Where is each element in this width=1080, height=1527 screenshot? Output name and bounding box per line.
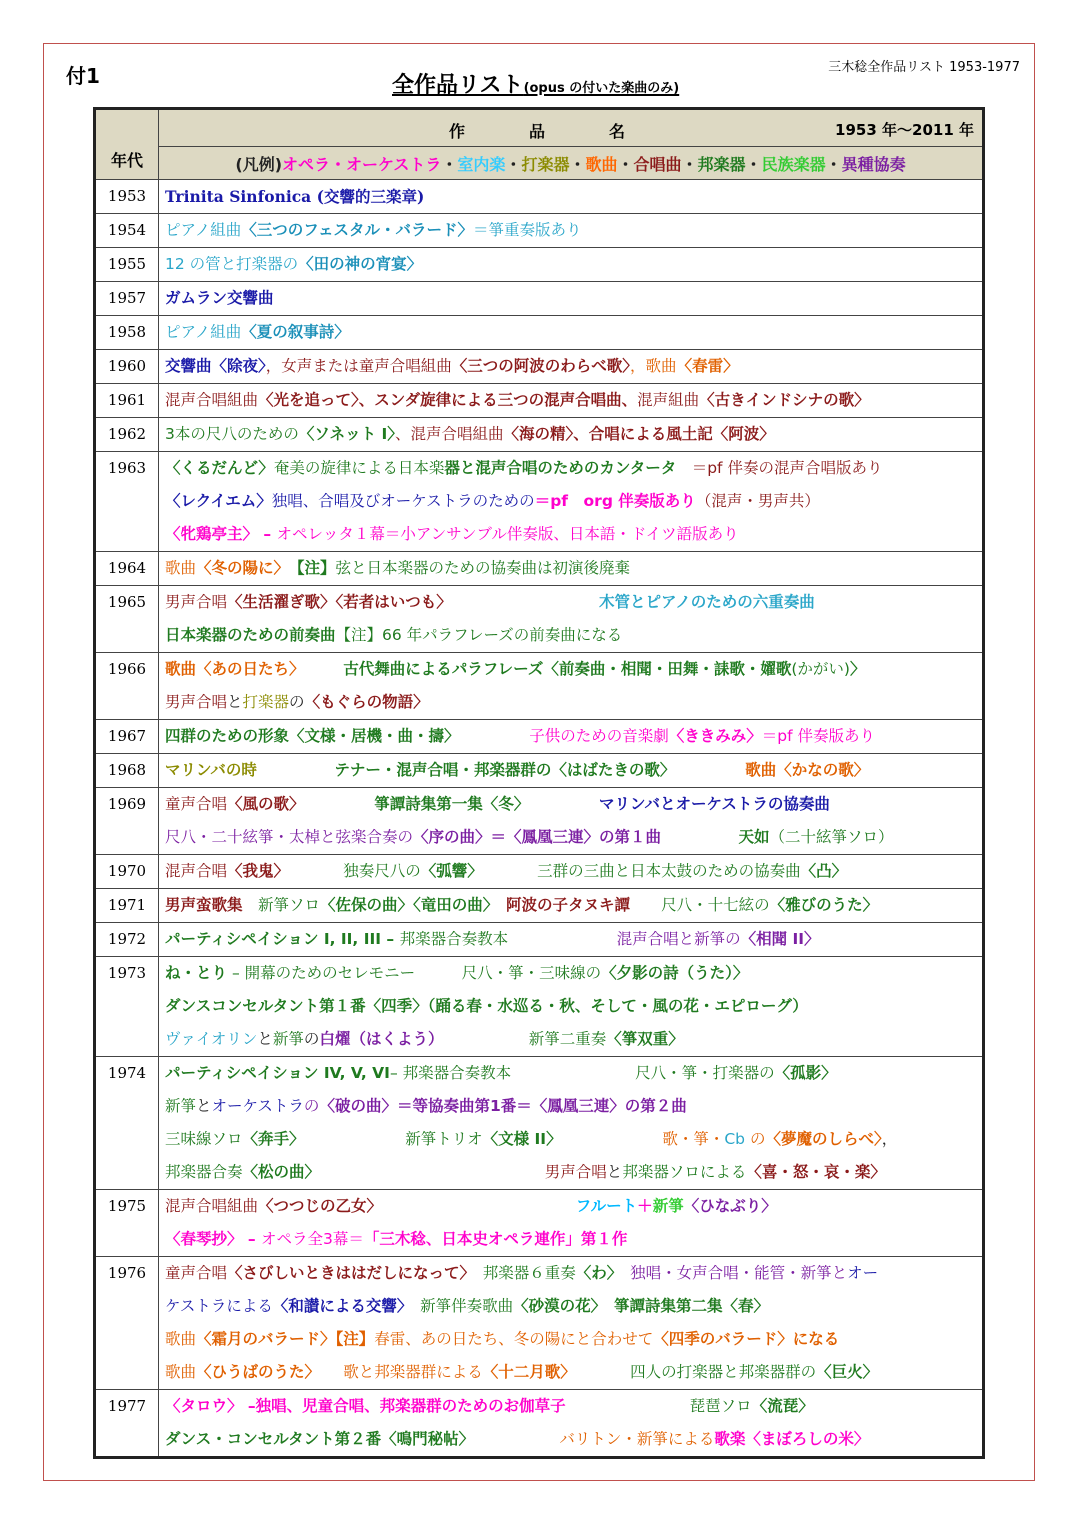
works-rows	[95, 180, 984, 1458]
work-text: 琵琶ソロ	[565, 1397, 752, 1415]
work-text: 古代舞曲によるパラフレーズ〈前奏曲・相聞・田舞・誄歌・嬥歌	[296, 660, 792, 678]
work-text: 〈夕影の詩（うた）〉	[601, 964, 749, 982]
work-text: 混声合唱	[165, 862, 228, 880]
work-text: 春雷、あの日たち、冬の陽にと合わせて	[374, 1330, 654, 1348]
year-cell: 1966	[95, 653, 159, 720]
year-cell: 1972	[95, 923, 159, 957]
work-text: 〈凸〉	[800, 862, 848, 880]
work-text: 〈序の曲〉＝〈鳳凰三連〉の第１曲	[413, 828, 662, 846]
work-text: 〈つつじの乙女〉	[258, 1197, 375, 1215]
works-cell	[159, 384, 984, 418]
work-text: 男声合唱	[312, 1163, 607, 1181]
work-text: 木管とピアノのための六重奏曲	[444, 593, 815, 611]
legend-item: ・	[681, 154, 698, 174]
works-cell	[159, 586, 984, 653]
work-line	[165, 1323, 976, 1356]
work-text: オーケストラ	[211, 1097, 304, 1115]
work-text: Cb	[724, 1130, 746, 1148]
work-text: 男声合唱	[165, 693, 228, 711]
appendix-label: 付1	[66, 64, 100, 88]
work-text: 歌曲〈かなの歌〉	[667, 761, 870, 779]
work-text: 独奏尺八の	[281, 862, 421, 880]
work-text: 新箏	[652, 1197, 684, 1215]
work-text: ケストラによる	[165, 1297, 273, 1315]
work-text: ガムラン交響曲	[165, 289, 274, 307]
works-cell	[159, 1190, 984, 1257]
table-row	[95, 282, 984, 316]
work-text: 〈和讃による交響〉	[272, 1297, 405, 1315]
work-text: パーティシペイション I, II, III –	[165, 930, 400, 948]
table-row	[95, 653, 984, 720]
work-text: – 開幕のためのセレモニー 尺八・箏・三味線の	[227, 964, 602, 982]
work-text: バリトン・新箏による	[466, 1430, 715, 1448]
table-row	[95, 1390, 984, 1458]
work-line	[165, 855, 976, 888]
work-line	[165, 384, 976, 417]
work-text: 〈砂漠の花〉	[513, 1297, 599, 1315]
work-text: 〈鳴門秘帖〉	[381, 1430, 467, 1448]
title-main: 全作品リスト	[392, 73, 524, 98]
table-row	[95, 788, 984, 855]
work-text: 〈春琴抄〉 –	[165, 1230, 262, 1248]
works-table	[93, 107, 985, 1459]
work-text: 〈くるだんど〉	[165, 459, 274, 477]
table-row	[95, 923, 984, 957]
work-text: ，	[881, 1130, 898, 1148]
work-text: 新箏	[272, 1030, 304, 1048]
work-text: 四群のための形象〈文様・居機・曲・擣〉	[165, 727, 452, 745]
year-header: 年代	[95, 109, 159, 180]
work-text: 歌と邦楽器群による	[312, 1363, 483, 1381]
work-text: 新箏	[165, 1097, 197, 1115]
work-text: テナー・混声合唱・邦楽器群の〈はばたきの歌〉	[256, 761, 668, 779]
work-text: 奄美の旋律による日本楽	[273, 459, 445, 477]
work-text: ヴァイオリン	[165, 1030, 258, 1048]
work-text: 〈牝鶏亭主〉 –	[165, 525, 277, 543]
work-line	[165, 1023, 976, 1056]
work-text: ダンス・コンセルタント第２番	[165, 1430, 382, 1448]
legend-item: (凡例)	[235, 154, 283, 174]
work-text: と	[257, 1030, 273, 1048]
work-text: 〈ひなぶり〉	[683, 1197, 777, 1215]
work-text: 〈破の曲〉＝等協奏曲第1番＝〈鳳凰三連〉の第２曲	[319, 1097, 687, 1115]
work-text: ダンスコンセルタント第１番〈四季〉（踊る春・水巡る・秋、そして・風の花・エピローグ）	[165, 997, 808, 1015]
work-line	[165, 316, 976, 349]
works-cell	[159, 418, 984, 452]
works-cell	[159, 957, 984, 1057]
work-text: の	[303, 1097, 320, 1115]
year-cell: 1976	[95, 1257, 159, 1390]
work-text: マリンバの時	[165, 761, 257, 779]
year-cell: 1969	[95, 788, 159, 855]
work-text: ピアノ組曲	[165, 221, 242, 239]
work-line	[165, 180, 976, 213]
work-text: 弦と日本楽器のための協奏曲は初演後廃棄	[335, 559, 631, 577]
work-text: と	[227, 693, 243, 711]
work-text: オー	[847, 1264, 879, 1282]
work-text: 【注】	[281, 559, 336, 577]
work-text: 、混声合唱組曲	[394, 425, 504, 443]
work-text: 〈霜月のバラード〉【注】	[196, 1330, 375, 1348]
work-text: 歌曲	[165, 1330, 197, 1348]
work-text: ＝pf org 伴奏版あり	[534, 492, 696, 510]
work-text: オペレッタ１幕＝小アンサンブル伴奏版、日本語・ドイツ語版あり	[276, 525, 739, 543]
works-cell	[159, 889, 984, 923]
legend-item: 邦楽器	[697, 154, 746, 174]
works-cell	[159, 754, 984, 788]
work-text: 器と混声合唱のためのカンタータ	[444, 459, 677, 477]
work-text: 混声合唱組曲	[165, 1197, 259, 1215]
works-cell	[159, 1390, 984, 1458]
work-text: 尺八・二十絃箏・太棹と弦楽合奏の	[165, 828, 414, 846]
work-text: 童声合唱	[165, 795, 228, 813]
work-line	[165, 1257, 976, 1290]
table-row	[95, 248, 984, 282]
work-text: 阿波の子タヌキ譚	[490, 896, 631, 914]
work-text: 〉	[849, 660, 866, 678]
work-text: 3本の尺八のための	[165, 425, 299, 443]
work-text: 〈奔手〉	[242, 1130, 297, 1148]
work-line	[165, 957, 976, 990]
work-text: 【注】66 年パラフレーズの前奏曲になる	[335, 626, 623, 644]
work-line	[165, 1090, 976, 1123]
work-text: 〈巨火〉	[816, 1363, 879, 1381]
work-text: 邦楽器合奏教本	[399, 930, 509, 948]
work-text: 子供のための音楽劇	[451, 727, 669, 745]
work-text: 〈生活濯ぎ歌〉〈若者はいつも〉	[227, 593, 445, 611]
work-text: – 邦楽器合奏教本	[389, 1064, 512, 1082]
year-cell: 1963	[95, 452, 159, 552]
work-line	[165, 1123, 976, 1156]
work-line	[165, 619, 976, 652]
work-text: 〈レクイエム〉	[165, 492, 272, 510]
work-line	[165, 788, 976, 821]
work-text: ，女声または童声合唱組曲	[265, 357, 452, 375]
works-header-label: 作 品 名	[449, 122, 650, 141]
works-cell	[159, 855, 984, 889]
work-text: 〈三つの阿波のわらべ歌〉	[451, 357, 631, 375]
work-text: 新箏トリオ	[296, 1130, 483, 1148]
works-cell	[159, 350, 984, 384]
work-text: の	[303, 1030, 320, 1048]
work-line	[165, 1356, 976, 1389]
work-text: 歌楽〈まぼろしの米〉	[714, 1430, 870, 1448]
work-text: 三味線ソロ	[165, 1130, 243, 1148]
year-cell: 1973	[95, 957, 159, 1057]
table-row	[95, 214, 984, 248]
legend-item: 異種協奏	[841, 154, 906, 174]
work-text: 交響曲〈除夜〉	[165, 357, 266, 375]
work-text: ＝pf 伴奏版あり	[761, 727, 876, 745]
work-text: 〈相聞 II〉	[740, 930, 820, 948]
work-text: フルート	[374, 1197, 638, 1215]
work-line	[165, 1423, 976, 1456]
legend-item: ・	[505, 154, 522, 174]
year-cell: 1954	[95, 214, 159, 248]
work-text: 〈海の精〉、合唱による風土記〈阿波〉	[503, 425, 775, 443]
works-cell	[159, 788, 984, 855]
table-row	[95, 350, 984, 384]
work-text: 12 の管と打楽器の	[165, 255, 299, 273]
works-cell	[159, 316, 984, 350]
work-text: 尺八・十七絃の	[630, 896, 770, 914]
work-text: お伽草子	[503, 1397, 566, 1415]
work-text: 三群の三曲と日本太鼓のための協奏曲	[475, 862, 801, 880]
year-cell: 1971	[95, 889, 159, 923]
work-line	[165, 552, 976, 585]
work-line	[165, 248, 976, 281]
work-text: 白燿（はくよう）	[319, 1030, 436, 1048]
work-text: 天如	[661, 828, 770, 846]
table-row	[95, 1257, 984, 1390]
work-text: 童声合唱	[165, 1264, 228, 1282]
table-row	[95, 552, 984, 586]
work-text: ＝箏重奏版あり	[473, 221, 582, 239]
works-cell	[159, 452, 984, 552]
work-text: マリンバとオーケストラの協奏曲	[521, 795, 830, 813]
year-range: 1953 年〜2011 年	[835, 121, 974, 139]
work-text: ，歌曲	[630, 357, 677, 375]
table-row	[95, 180, 984, 214]
work-text: 〈光を追って〉、スンダ旋律による三つの混声合唱曲、	[258, 391, 638, 409]
works-cell	[159, 1257, 984, 1390]
legend-item: ・	[441, 154, 458, 174]
year-cell: 1975	[95, 1190, 159, 1257]
year-cell: 1961	[95, 384, 159, 418]
work-text: パーティシペイション IV, V, VI	[165, 1064, 390, 1082]
work-text: 〈ソネット I〉	[298, 425, 395, 443]
works-cell	[159, 1057, 984, 1190]
work-text: 〈孤影〉	[774, 1064, 837, 1082]
work-text: 男声蛮歌集	[165, 896, 243, 914]
work-line	[165, 1223, 976, 1256]
year-cell: 1955	[95, 248, 159, 282]
work-text: 混声合唱と新箏の	[508, 930, 741, 948]
work-text: 〈風の歌〉	[227, 795, 297, 813]
work-text: 〈我鬼〉	[227, 862, 282, 880]
work-text: の	[289, 693, 305, 711]
work-text: 〈古きインドシナの歌〉	[699, 391, 870, 409]
work-text: ＋	[637, 1197, 653, 1215]
work-line	[165, 686, 976, 719]
work-text: 〈ひうばのうた〉	[196, 1363, 313, 1381]
legend-item: ・	[617, 154, 634, 174]
work-text: 歌曲〈あの日たち〉	[165, 660, 297, 678]
legend	[159, 147, 984, 180]
work-text: （二十絃箏ソロ）	[769, 828, 894, 846]
work-text: オペラ全3幕＝	[261, 1230, 364, 1248]
works-cell	[159, 720, 984, 754]
work-text: 〈夏の叙事詩〉	[241, 323, 350, 341]
table-row	[95, 957, 984, 1057]
work-text: 混声組曲	[637, 391, 700, 409]
table-row	[95, 720, 984, 754]
work-text: 〈ききみみ〉	[668, 727, 762, 745]
work-text: 四人の打楽器と邦楽器群の	[568, 1363, 817, 1381]
table-row	[95, 384, 984, 418]
work-text: 〈三つのフェスタル・バラード〉	[241, 221, 473, 239]
work-text: 新箏二重奏	[435, 1030, 607, 1048]
work-text: 歌曲	[165, 1363, 197, 1381]
works-cell	[159, 214, 984, 248]
work-line	[165, 282, 976, 315]
year-cell: 1977	[95, 1390, 159, 1458]
work-text: 邦楽器６重奏	[467, 1264, 576, 1282]
work-text: 新箏伴奏歌曲	[404, 1297, 514, 1315]
work-text: 日本楽器のための前奏曲	[165, 626, 336, 644]
table-row	[95, 586, 984, 653]
works-cell	[159, 248, 984, 282]
table-row	[95, 855, 984, 889]
legend-item: 合唱曲	[633, 154, 682, 174]
legend-item: ・	[825, 154, 842, 174]
work-line	[165, 1390, 976, 1423]
work-text: と	[606, 1163, 623, 1181]
work-text: 箏譚詩集第一集〈冬〉	[296, 795, 522, 813]
legend-item: 打楽器	[521, 154, 570, 174]
year-cell: 1970	[95, 855, 159, 889]
table-row	[95, 1190, 984, 1257]
work-text: 男声合唱	[165, 593, 228, 611]
work-text: 新箏ソロ	[242, 896, 321, 914]
year-cell: 1964	[95, 552, 159, 586]
works-header	[159, 109, 984, 147]
table-row	[95, 1057, 984, 1190]
work-text: 〈四季のバラード〉になる	[653, 1330, 840, 1348]
legend-item: ・	[745, 154, 762, 174]
work-text: 〈文様 II〉	[482, 1130, 554, 1148]
work-text: 歌・箏・	[553, 1130, 725, 1148]
work-line	[165, 350, 976, 383]
legend-item: 室内楽	[457, 154, 506, 174]
work-text: 邦楽器合奏	[165, 1163, 243, 1181]
legend-item: ・	[569, 154, 586, 174]
work-line	[165, 1057, 976, 1090]
work-text: 〈わ〉	[575, 1264, 615, 1282]
work-line	[165, 653, 976, 686]
work-text: 混声合唱組曲	[165, 391, 259, 409]
year-cell: 1968	[95, 754, 159, 788]
work-line	[165, 452, 976, 485]
work-line	[165, 720, 976, 753]
year-cell: 1957	[95, 282, 159, 316]
work-text: と	[196, 1097, 212, 1115]
work-text: 〈田の神の宵宴〉	[298, 255, 423, 273]
work-line	[165, 485, 976, 518]
work-text: 歌曲	[165, 559, 197, 577]
work-text: 独唱・女声合唱・能管・新箏と	[614, 1264, 848, 1282]
work-text: 独唱、合唱及びオーケストラのための	[271, 492, 535, 510]
work-line	[165, 418, 976, 451]
work-text: （混声・男声共）	[695, 492, 820, 510]
year-cell: 1967	[95, 720, 159, 754]
work-line	[165, 1190, 976, 1223]
year-cell: 1962	[95, 418, 159, 452]
work-text: ね・とり	[165, 964, 228, 982]
work-text: 〈春雷〉	[676, 357, 739, 375]
work-line	[165, 821, 976, 854]
works-cell	[159, 923, 984, 957]
year-cell: 1958	[95, 316, 159, 350]
work-line	[165, 889, 976, 922]
work-text: 〈もぐらの物語〉	[304, 693, 429, 711]
work-text: 〈喜・怒・哀・楽〉	[746, 1163, 886, 1181]
work-line	[165, 990, 976, 1023]
table-row	[95, 889, 984, 923]
legend-item: 民族楽器	[761, 154, 826, 174]
table-row	[95, 316, 984, 350]
work-text: 〈タロウ〉 –独唱、児童合唱、邦楽器群のための	[165, 1397, 504, 1415]
work-text: 〈雅びのうた〉	[769, 896, 879, 914]
work-line	[165, 923, 976, 956]
work-text: 〈夢魔のしらべ〉	[765, 1130, 882, 1148]
works-cell	[159, 653, 984, 720]
work-line	[165, 1290, 976, 1323]
work-text: 箏譚詩集第二集〈春〉	[598, 1297, 769, 1315]
table-row	[95, 452, 984, 552]
works-cell	[159, 552, 984, 586]
work-line	[165, 586, 976, 619]
header-note: 三木稔全作品リスト 1953-1977	[828, 60, 1020, 75]
work-line	[165, 214, 976, 247]
work-text: 〈弧響〉	[420, 862, 476, 880]
work-line	[165, 754, 976, 787]
work-text: 打楽器	[242, 693, 290, 711]
year-cell: 1960	[95, 350, 159, 384]
year-cell: 1965	[95, 586, 159, 653]
work-text: 〈さびしいときははだしになって〉	[227, 1264, 468, 1282]
work-text: 〈流琵〉	[751, 1397, 814, 1415]
work-text: 〈松の曲〉	[242, 1163, 313, 1181]
works-cell	[159, 282, 984, 316]
work-text: (かがい)	[791, 660, 850, 678]
work-text: 尺八・箏・打楽器の	[511, 1064, 775, 1082]
work-line	[165, 1156, 976, 1189]
table-row	[95, 754, 984, 788]
work-text: 〈箏双重〉	[606, 1030, 684, 1048]
work-text: ピアノ組曲	[165, 323, 242, 341]
work-text: 「三木稔、日本史オペラ連作」第１作	[363, 1230, 628, 1248]
title-sub: (opus の付いた楽曲のみ)	[523, 81, 680, 96]
work-line	[165, 518, 976, 551]
work-text: の	[745, 1130, 766, 1148]
year-cell: 1953	[95, 180, 159, 214]
works-cell	[159, 180, 984, 214]
work-text: 〈十二月歌〉	[482, 1363, 569, 1381]
work-text: ＝pf 伴奏の混声合唱版あり	[676, 459, 883, 477]
table-row	[95, 418, 984, 452]
work-text: 〈佐保の曲〉〈竜田の曲〉	[320, 896, 491, 914]
legend-item: オペラ・オーケストラ	[282, 154, 442, 174]
work-text: 邦楽器ソロによる	[622, 1163, 747, 1181]
work-text: Trinita Sinfonica (交響的三楽章)	[165, 187, 425, 206]
work-text: 〈冬の陽に〉	[196, 559, 282, 577]
legend-item: 歌曲	[585, 154, 618, 174]
year-cell: 1974	[95, 1057, 159, 1190]
page-title	[392, 68, 679, 99]
